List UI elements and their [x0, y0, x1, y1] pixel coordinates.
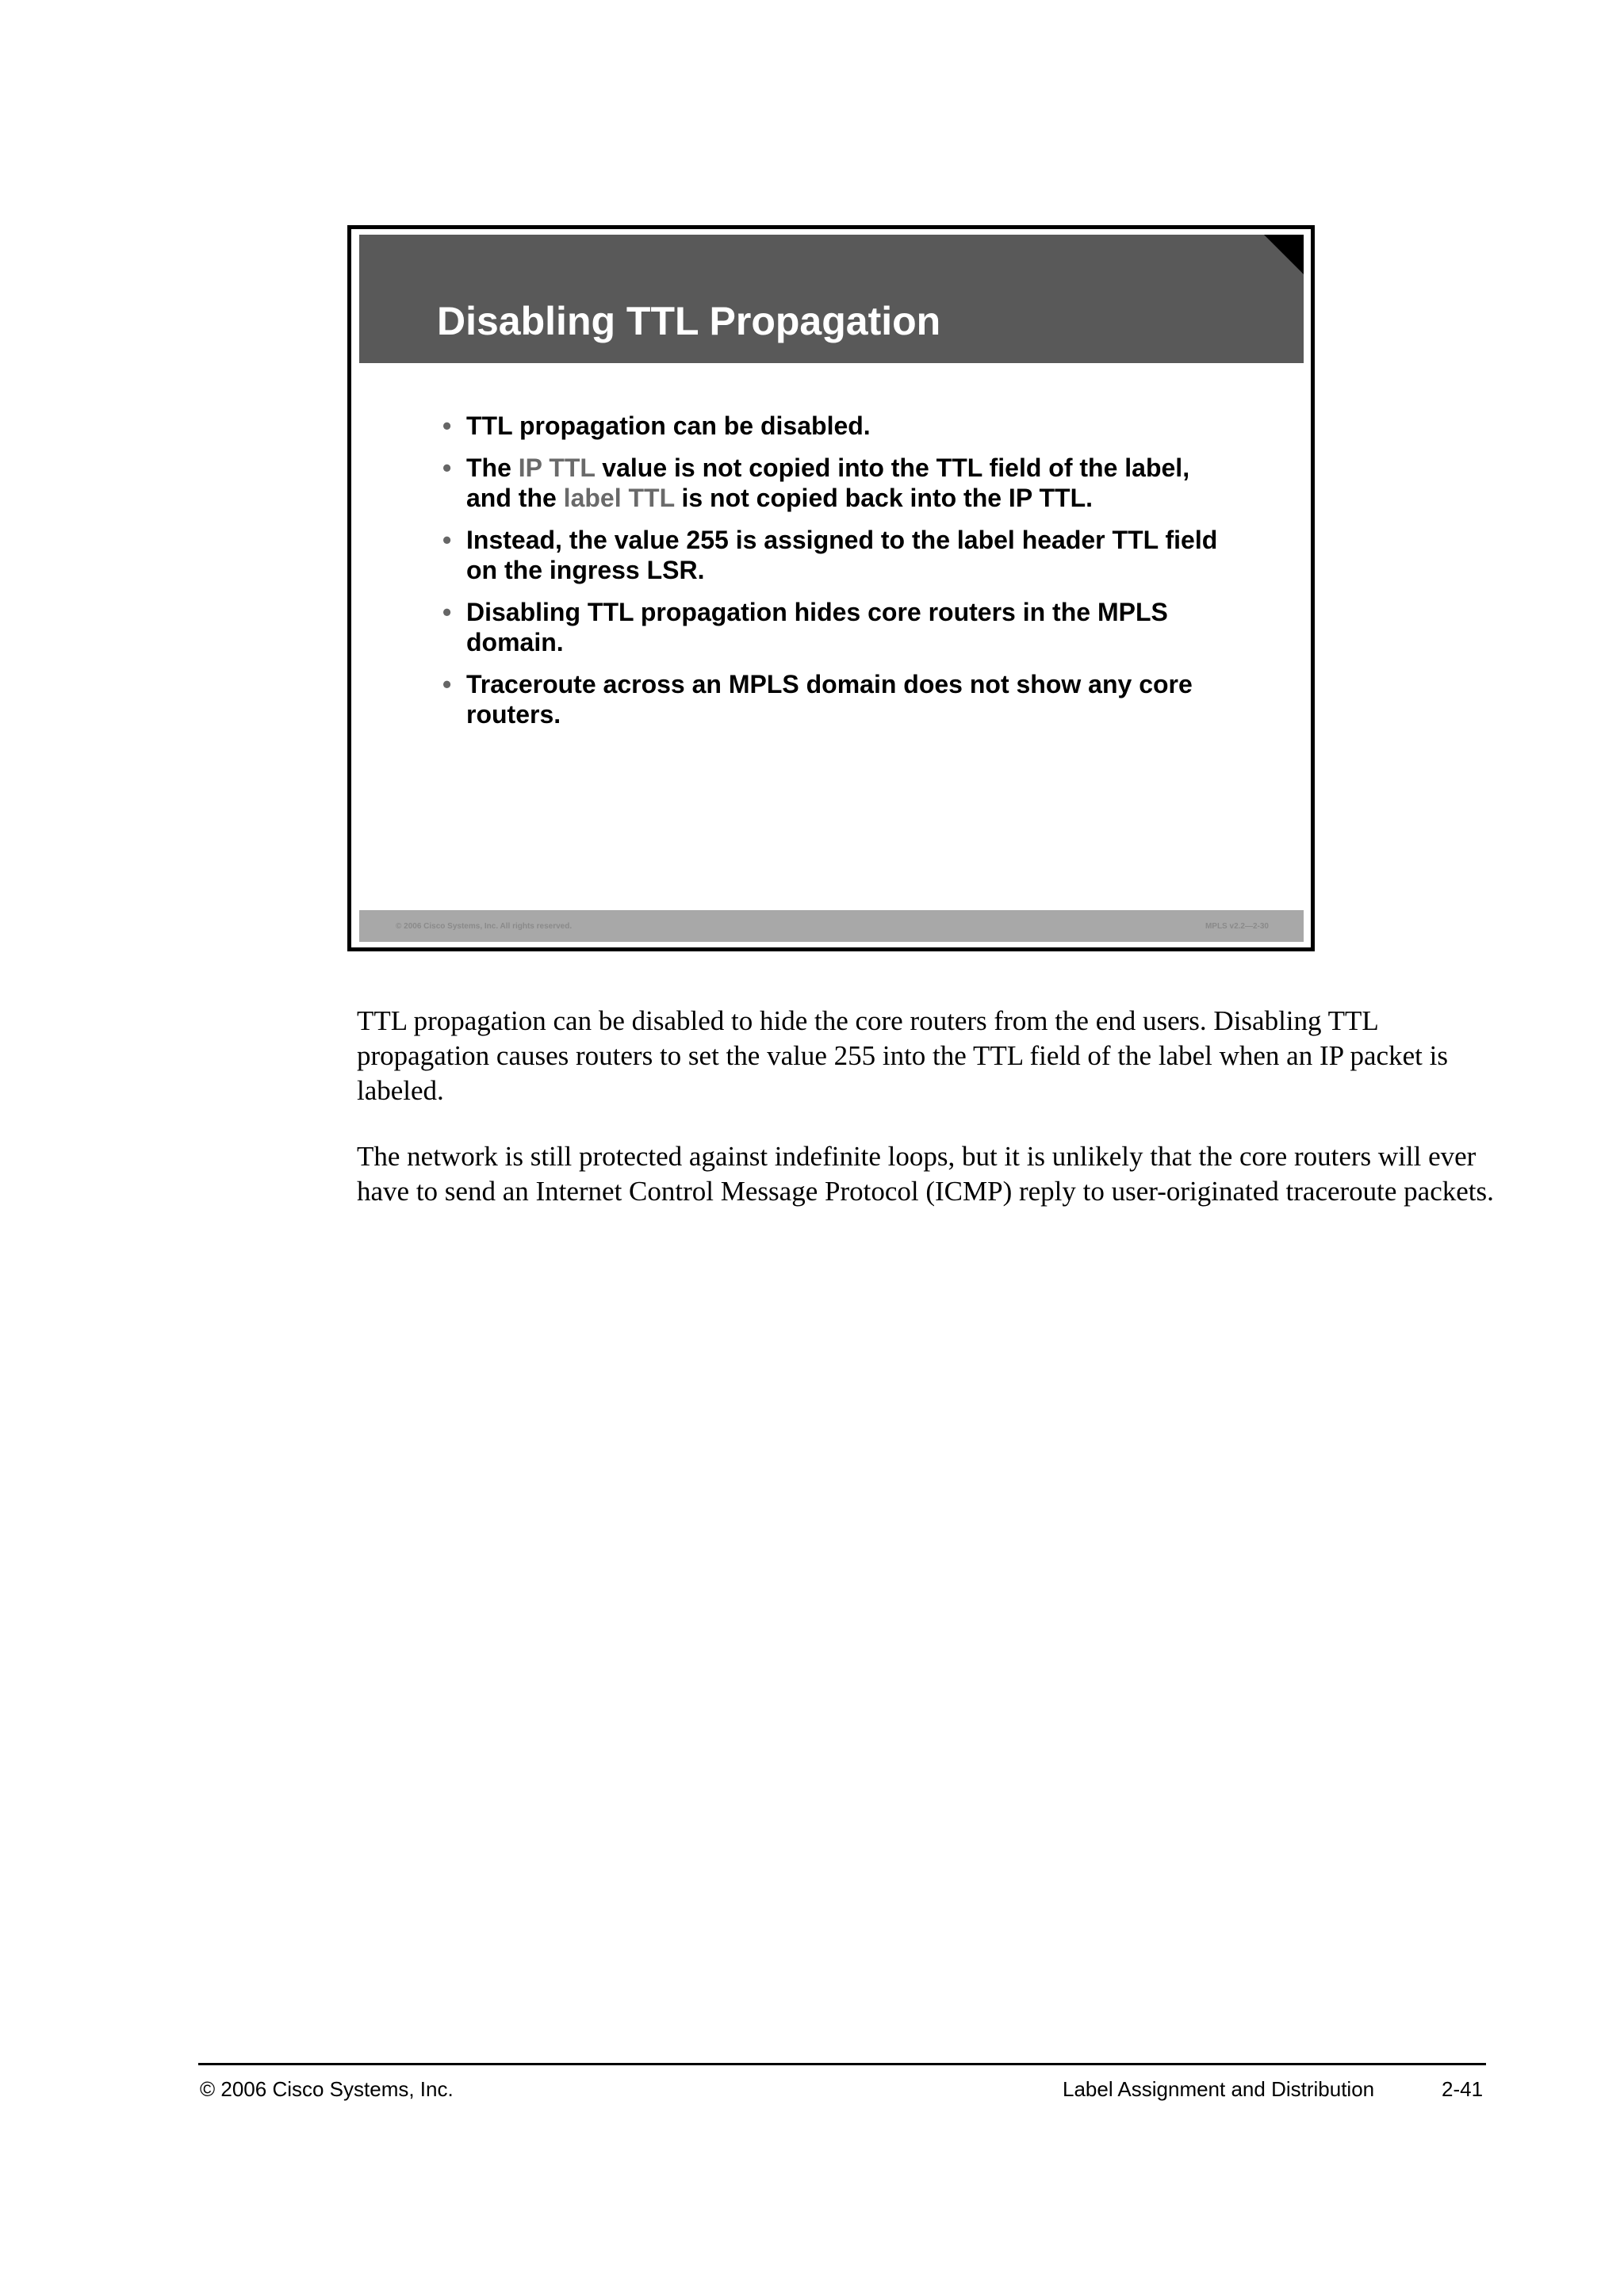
- slide-header: [359, 235, 1304, 363]
- footer-section-title: Label Assignment and Distribution: [1063, 2077, 1375, 2101]
- slide-frame: [347, 225, 1315, 951]
- footer-copyright: © 2006 Cisco Systems, Inc.: [200, 2077, 454, 2101]
- bullet-text: Disabling TTL propagation hides core routers in the MPLS domain.: [466, 598, 1168, 656]
- slide-title: Disabling TTL Propagation: [437, 299, 941, 343]
- highlight-ip-ttl: IP TTL: [518, 453, 596, 482]
- corner-triangle-icon: [1264, 235, 1304, 274]
- highlight-label-ttl: label TTL: [563, 484, 675, 512]
- slide-content: [359, 235, 1304, 942]
- bullet-icon: •: [442, 453, 452, 482]
- slide-number: MPLS v2.2—2-30: [1205, 922, 1269, 931]
- footer-page-number: 2-41: [1442, 2077, 1484, 2101]
- bullet-list: [442, 411, 1235, 741]
- body-paragraph-2: The network is still protected against indefinite loops, but it is unlikely that the core routers will ever have to send an Internet Control Message Protocol (ICMP) reply to user-originated traceroute packets.: [357, 1141, 1494, 1207]
- bullet-text: Instead, the value 255 is assigned to the label header TTL field on the ingress LSR.: [466, 526, 1218, 584]
- bullet-text: is not copied back into the IP TTL.: [674, 484, 1093, 512]
- bullet-item: [442, 453, 1235, 513]
- body-paragraph-1: TTL propagation can be disabled to hide the core routers from the end users. Disabling TTL propagation causes routers to set the value 255 into the TTL field of the label when an IP packet is labeled.: [357, 1005, 1448, 1106]
- bullet-text: The: [466, 453, 519, 482]
- bullet-icon: •: [442, 598, 452, 626]
- slide-copyright: © 2006 Cisco Systems, Inc. All rights reserved.: [396, 922, 573, 931]
- bullet-item: [442, 669, 1235, 729]
- bullet-item: [442, 597, 1235, 657]
- bullet-text: TTL propagation can be disabled.: [466, 411, 871, 440]
- bullet-icon: •: [442, 411, 452, 440]
- bullet-text: Traceroute across an MPLS domain does not show any core routers.: [466, 670, 1193, 729]
- slide-footer: [359, 910, 1304, 942]
- bullet-icon: •: [442, 670, 452, 698]
- bullet-text: value is not copied into the TTL field of the label, and the: [466, 453, 1190, 512]
- bullet-icon: •: [442, 526, 452, 554]
- footer-divider: [198, 2063, 1486, 2065]
- bullet-item: [442, 525, 1235, 585]
- bullet-item: [442, 411, 1235, 441]
